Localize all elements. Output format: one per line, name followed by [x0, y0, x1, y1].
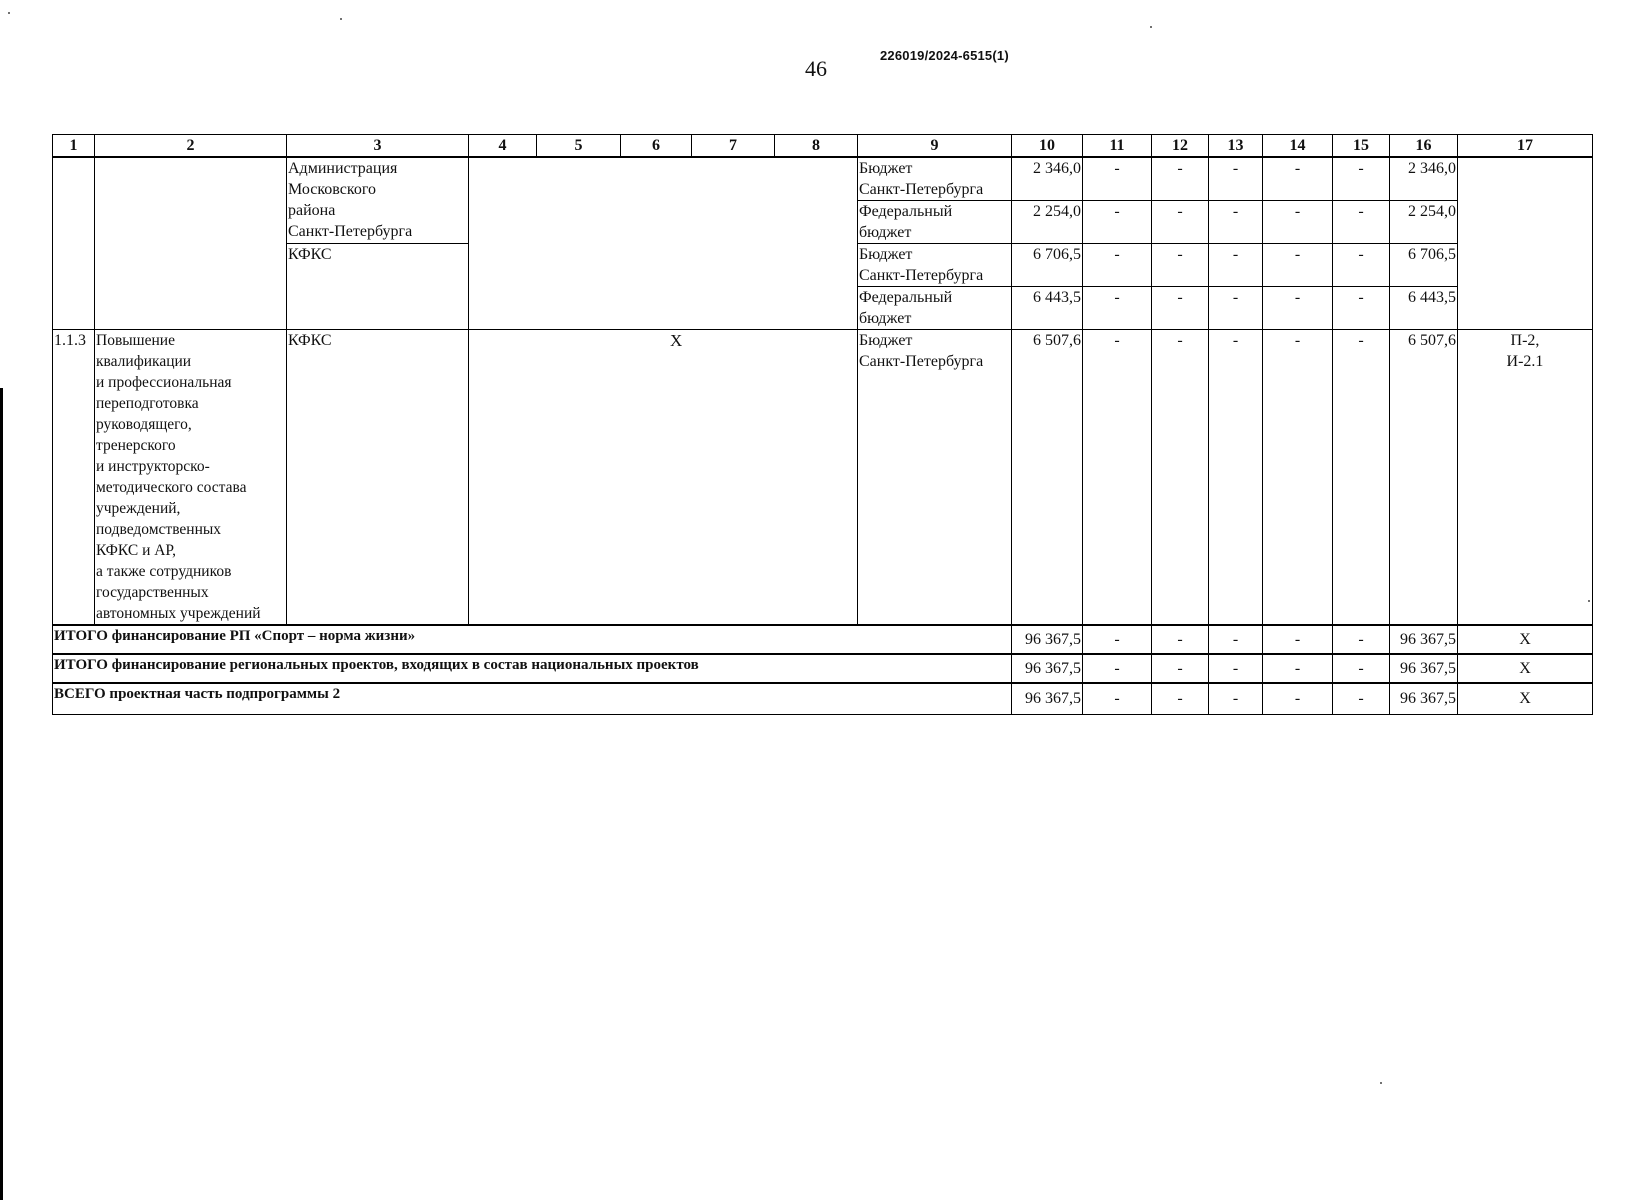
amount-cell: - [1333, 157, 1390, 201]
funding-source-cell: Бюджет Санкт-Петербурга [858, 157, 1012, 201]
amount-cell: - [1333, 654, 1390, 683]
total-label: ВСЕГО проектная часть подпрограммы 2 [53, 683, 1012, 714]
amount-cell: - [1083, 683, 1152, 714]
indicator-cell: Х [1458, 654, 1593, 683]
total-amount-cell: 96 367,5 [1390, 683, 1458, 714]
amount-cell: - [1152, 683, 1209, 714]
total-amount-cell: 96 367,5 [1012, 683, 1083, 714]
column-number: 2 [95, 135, 287, 158]
total-amount-cell: 6 507,6 [1390, 330, 1458, 626]
amount-cell: - [1209, 654, 1263, 683]
amount-cell: - [1263, 201, 1333, 244]
amount-cell: - [1152, 157, 1209, 201]
amount-cell: - [1083, 287, 1152, 330]
indicator-cell: Х [1458, 625, 1593, 654]
column-number: 5 [537, 135, 621, 158]
financing-table [52, 134, 1593, 715]
amount-cell: - [1083, 654, 1152, 683]
total-label: ИТОГО финансирование региональных проектов, входящих в состав национальных проектов [53, 654, 1012, 683]
scan-edge-mark [0, 388, 3, 1200]
amount-cell: - [1152, 287, 1209, 330]
item-name-cell: Повышение квалификации и профессиональная переподготовка руководящего, тренерского и инструкторско- методического состава учреждений, подведомственных КФКС и АР, а также сотрудников государственных автономных учреждений [95, 330, 287, 626]
amount-cell: - [1152, 654, 1209, 683]
amount-cell: - [1209, 625, 1263, 654]
scan-speck [1380, 1082, 1382, 1084]
amount-cell: - [1333, 287, 1390, 330]
column-number: 14 [1263, 135, 1333, 158]
executor-cell: КФКС [287, 330, 469, 626]
total-amount-cell: 96 367,5 [1390, 625, 1458, 654]
scan-speck [340, 18, 342, 20]
amount-cell: - [1209, 330, 1263, 626]
column-number: 6 [621, 135, 692, 158]
column-number: 4 [469, 135, 537, 158]
item-number-cell: 1.1.3 [53, 330, 95, 626]
total-label: ИТОГО финансирование РП «Спорт – норма жизни» [53, 625, 1012, 654]
amount-cell: - [1083, 330, 1152, 626]
total-amount-cell: 6 443,5 [1390, 287, 1458, 330]
indicator-cell [1458, 157, 1593, 330]
amount-cell: - [1333, 244, 1390, 287]
funding-source-cell: Федеральный бюджет [858, 287, 1012, 330]
total-row [53, 625, 1593, 654]
amount-cell: - [1083, 244, 1152, 287]
amount-cell: - [1333, 625, 1390, 654]
amount-cell: - [1209, 201, 1263, 244]
total-amount-cell: 6 706,5 [1390, 244, 1458, 287]
amount-cell: - [1152, 244, 1209, 287]
amount-cell: 2 346,0 [1012, 157, 1083, 201]
amount-cell: 6 507,6 [1012, 330, 1083, 626]
funding-source-cell: Федеральный бюджет [858, 201, 1012, 244]
executor-cell: Администрация Московского района Санкт-Петербурга [287, 157, 469, 244]
scan-speck [8, 12, 10, 14]
executor-cell: КФКС [287, 244, 469, 330]
amount-cell: - [1083, 201, 1152, 244]
amount-cell: - [1083, 157, 1152, 201]
indicator-cell: П-2, И-2.1 [1458, 330, 1593, 626]
funding-source-cell: Бюджет Санкт-Петербурга [858, 330, 1012, 626]
column-number: 7 [692, 135, 775, 158]
column-number: 16 [1390, 135, 1458, 158]
column-number-row [53, 135, 1593, 158]
item-name-cell [95, 157, 287, 330]
amount-cell: - [1263, 683, 1333, 714]
item-number-cell [53, 157, 95, 330]
amount-cell: - [1152, 625, 1209, 654]
amount-cell: - [1263, 287, 1333, 330]
column-number: 11 [1083, 135, 1152, 158]
amount-cell: - [1333, 201, 1390, 244]
document-reference: 226019/2024-6515(1) [880, 48, 1009, 63]
amount-cell: - [1152, 330, 1209, 626]
amount-cell: - [1209, 157, 1263, 201]
total-amount-cell: 2 346,0 [1390, 157, 1458, 201]
period-cell: X [469, 330, 858, 626]
total-row [53, 683, 1593, 714]
amount-cell: - [1152, 201, 1209, 244]
amount-cell: - [1083, 625, 1152, 654]
amount-cell: - [1209, 287, 1263, 330]
total-amount-cell: 96 367,5 [1012, 654, 1083, 683]
column-number: 15 [1333, 135, 1390, 158]
amount-cell: - [1263, 654, 1333, 683]
column-number: 8 [775, 135, 858, 158]
amount-cell: 6 706,5 [1012, 244, 1083, 287]
column-number: 12 [1152, 135, 1209, 158]
column-number: 10 [1012, 135, 1083, 158]
amount-cell: - [1333, 330, 1390, 626]
table-row [53, 157, 1593, 201]
total-amount-cell: 96 367,5 [1012, 625, 1083, 654]
table-row [53, 330, 1593, 626]
column-number: 1 [53, 135, 95, 158]
scan-speck [1150, 26, 1152, 28]
amount-cell: - [1263, 244, 1333, 287]
column-number: 9 [858, 135, 1012, 158]
column-number: 3 [287, 135, 469, 158]
total-amount-cell: 2 254,0 [1390, 201, 1458, 244]
amount-cell: - [1209, 244, 1263, 287]
column-number: 17 [1458, 135, 1593, 158]
amount-cell: - [1209, 683, 1263, 714]
amount-cell: - [1263, 330, 1333, 626]
amount-cell: - [1263, 157, 1333, 201]
indicator-cell: Х [1458, 683, 1593, 714]
amount-cell: 6 443,5 [1012, 287, 1083, 330]
amount-cell: 2 254,0 [1012, 201, 1083, 244]
page-number: 46 [805, 56, 827, 81]
total-row [53, 654, 1593, 683]
period-cell [469, 157, 858, 330]
amount-cell: - [1333, 683, 1390, 714]
amount-cell: - [1263, 625, 1333, 654]
total-amount-cell: 96 367,5 [1390, 654, 1458, 683]
column-number: 13 [1209, 135, 1263, 158]
funding-source-cell: Бюджет Санкт-Петербурга [858, 244, 1012, 287]
